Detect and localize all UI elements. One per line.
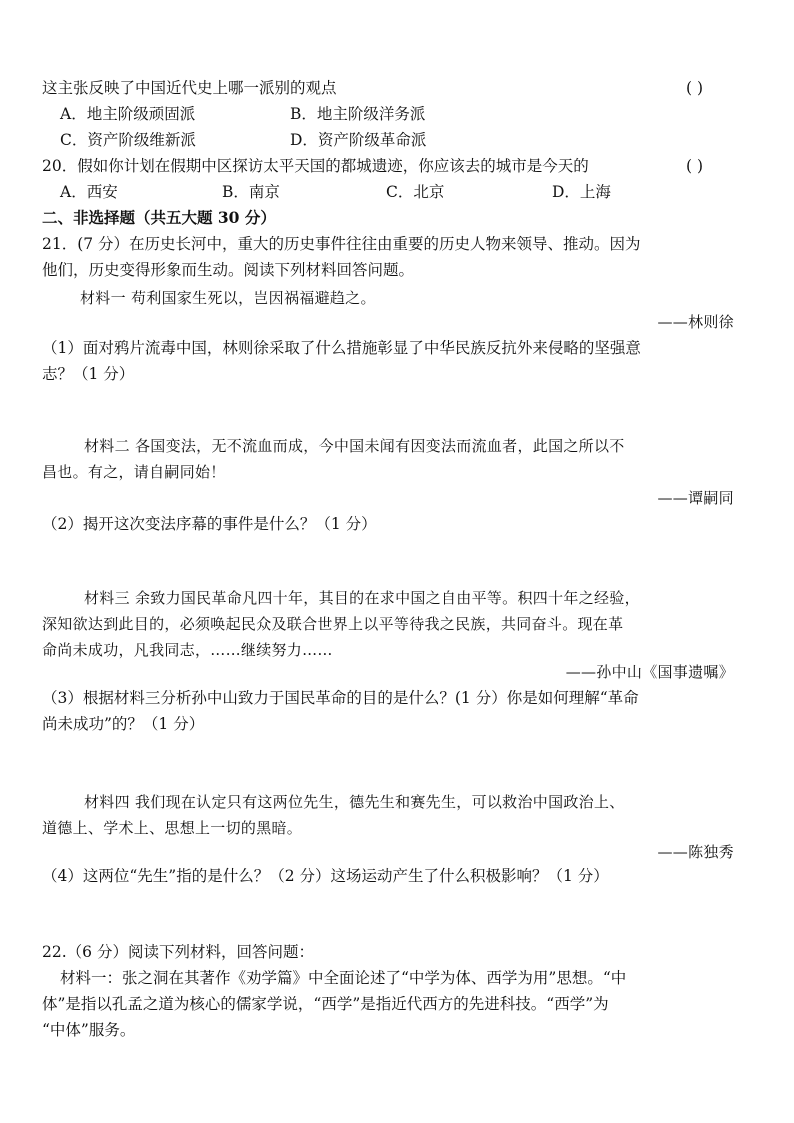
q21-intro-line1: 21．(7 分）在历史长河中，重大的历史事件往往由重要的历史人物来领导、推动。因为 (42, 235, 641, 253)
q20-option-d: D．上海 (552, 183, 611, 201)
q21-material3-line2: 深知欲达到此目的，必须唤起民众及联合世界上以平等待我之民族，共同奋斗。现在革 (42, 615, 624, 633)
q21-question4: （4）这两位“先生”指的是什么？（2 分）这场运动产生了什么积极影响？（1 分） (42, 867, 609, 885)
q21-material4-line1: 材料四 我们现在认定只有这两位先生，德先生和赛先生，可以救治中国政治上、 (84, 793, 625, 811)
q21-material3-line3: 命尚未成功，凡我同志，……继续努力…… (42, 641, 333, 659)
q21-question1-line1: （1）面对鸦片流毒中国，林则徐采取了什么措施彰显了中华民族反抗外来侵略的坚强意 (42, 339, 641, 357)
q22-intro: 22.（6 分）阅读下列材料，回答问题： (42, 943, 314, 961)
q19-option-d: D．资产阶级革命派 (290, 131, 427, 149)
q21-question3-line2: 尚未成功”的？（1 分） (42, 715, 205, 733)
q21-material1-source: ——林则徐 (657, 313, 734, 331)
q21-intro-line2: 他们，历史变得形象而生动。阅读下列材料回答问题。 (42, 261, 415, 279)
q22-material1-line2: 体”是指以孔孟之道为核心的儒家学说，“西学”是指近代西方的先进科技。“西学”为 (42, 995, 609, 1013)
q22-material1-line1: 材料一：张之洞在其著作《劝学篇》中全面论述了“中学为体、西学为用”思想。“中 (60, 969, 627, 987)
q20-option-a: A．西安 (60, 183, 118, 201)
q21-material4-line2: 道德上、学术上、思想上一切的黑暗。 (42, 819, 303, 837)
q20-answer-paren: ( ) (686, 157, 704, 175)
q19-stem: 这主张反映了中国近代史上哪一派别的观点 (42, 79, 337, 97)
q20-option-b: B．南京 (222, 183, 280, 201)
q19-option-c: C．资产阶级维新派 (60, 131, 196, 149)
q21-material2-line2: 昌也。有之，请自嗣同始！ (42, 463, 226, 481)
q19-option-b: B．地主阶级洋务派 (290, 105, 426, 123)
q20-stem: 20．假如你计划在假期中区探访太平天国的都城遗迹，你应该去的城市是今天的 (42, 157, 589, 175)
q21-question2: （2）揭开这次变法序幕的事件是什么？（1 分） (42, 515, 377, 533)
q19-option-a: A．地主阶级顽固派 (60, 105, 196, 123)
q21-material1: 材料一 苟利国家生死以，岂因祸福避趋之。 (80, 289, 376, 307)
q21-material2-line1: 材料二 各国变法，无不流血而成，今中国未闻有因变法而流血者，此国之所以不 (84, 437, 625, 455)
q21-material2-source: ——谭嗣同 (657, 489, 734, 507)
q22-material1-line3: “中体”服务。 (42, 1021, 136, 1039)
q21-material3-line1: 材料三 余致力国民革命凡四十年，其目的在求中国之自由平等。积四十年之经验， (84, 589, 640, 607)
q21-question1-line2: 志？（1 分） (42, 365, 135, 383)
q20-option-c: C．北京 (386, 183, 445, 201)
q21-question3-line1: （3）根据材料三分析孙中山致力于国民革命的目的是什么？(1 分）你是如何理解“革命 (42, 689, 639, 707)
section-heading: 二、非选择题（共五大题 30 分） (42, 208, 276, 227)
q21-material3-source: ——孙中山《国事遗嘱》 (565, 663, 734, 681)
q19-answer-paren: ( ) (686, 79, 704, 97)
q21-material4-source: ——陈独秀 (657, 843, 734, 861)
